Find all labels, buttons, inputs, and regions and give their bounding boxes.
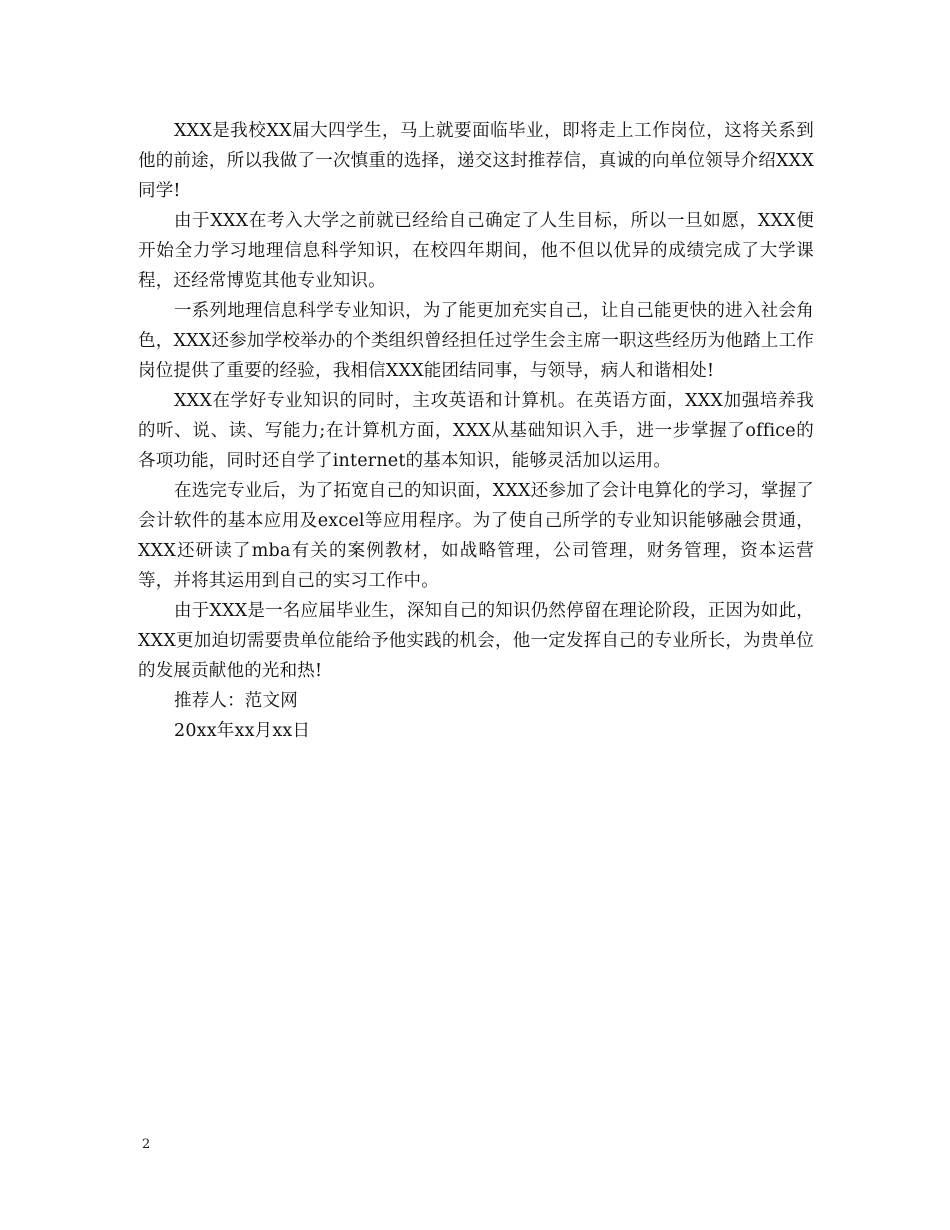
page-number: 2 [142, 1137, 151, 1152]
recommender-signature: 推荐人：范文网 [174, 691, 298, 711]
paragraph-goals: 由于XXX在考入大学之前就已经给自己确定了人生目标，所以一旦如愿，XXX便开始全力学习地理信息科学知识，在校四年期间，他不但以优异的成绩完成了大学课程，还经常博览其他专业知识。 [138, 211, 814, 291]
letter-body [138, 116, 814, 746]
paragraph-skills: XXX在学好专业知识的同时，主攻英语和计算机。在英语方面，XXX加强培养我的听、说、读、写能力;在计算机方面，XXX从基础知识入手，进一步掌握了office的各项功能，同时还自学了internet的基本知识，能够灵活加以运用。 [138, 391, 814, 471]
paragraph-experience: 一系列地理信息科学专业知识，为了能更加充实自己，让自己能更快的进入社会角色，XXX还参加学校举办的个类组织曾经担任过学生会主席一职这些经历为他踏上工作岗位提供了重要的经验，我相信XXX能团结同事，与领导，病人和谐相处! [138, 301, 814, 381]
paragraph-accounting: 在选完专业后，为了拓宽自己的知识面，XXX还参加了会计电算化的学习，掌握了会计软件的基本应用及excel等应用程序。为了使自己所学的专业知识能够融会贯通，XXX还研读了mba有关的案例教材，如战略管理，公司管理，财务管理，资本运营等，并将其运用到自己的实习工作中。 [138, 481, 814, 591]
paragraph-introduction: XXX是我校XX届大四学生，马上就要面临毕业，即将走上工作岗位，这将关系到他的前途，所以我做了一次慎重的选择，递交这封推荐信，真诚的向单位领导介绍XXX同学! [138, 121, 814, 201]
paragraph-closing: 由于XXX是一名应届毕业生，深知自己的知识仍然停留在理论阶段，正因为如此，XXX更加迫切需要贵单位能给予他实践的机会，他一定发挥自己的专业所长，为贵单位的发展贡献他的光和热! [138, 601, 814, 681]
letter-date: 20xx年xx月xx日 [174, 721, 311, 741]
